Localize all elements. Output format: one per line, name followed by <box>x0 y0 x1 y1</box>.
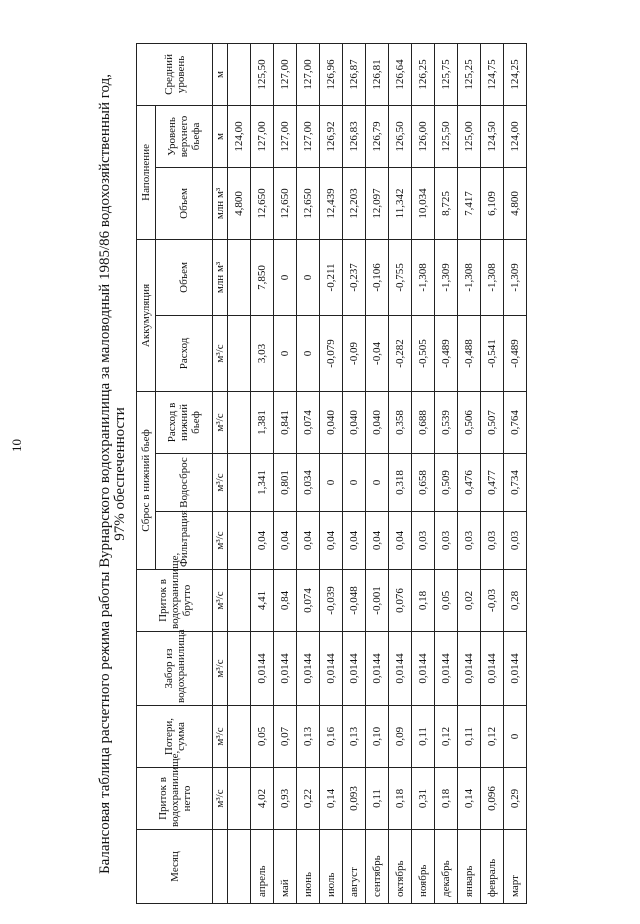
value-cell <box>228 391 251 453</box>
balance-table-wrapper <box>136 43 527 904</box>
value-cell: 0,506 <box>458 391 481 453</box>
value-cell: 4,02 <box>251 768 274 830</box>
value-cell <box>228 43 251 105</box>
value-cell: 126,64 <box>389 43 412 105</box>
table-row <box>274 43 297 903</box>
unit-cell: м³/с <box>213 512 228 570</box>
page-number: 10 <box>9 439 24 452</box>
value-cell: 0,05 <box>435 570 458 632</box>
value-cell: 0,034 <box>297 454 320 512</box>
value-cell: 0,31 <box>412 768 435 830</box>
value-cell: 0,03 <box>458 512 481 570</box>
value-cell: 0,03 <box>481 512 504 570</box>
header-row-1 <box>137 43 156 903</box>
value-cell: 0,0144 <box>504 632 527 706</box>
rotated-page-content <box>40 44 600 904</box>
value-cell: -0,489 <box>435 315 458 391</box>
value-cell: -0,755 <box>389 239 412 315</box>
value-cell: 124,25 <box>504 43 527 105</box>
header-filling-group: Наполнение <box>137 105 156 239</box>
month-cell: июнь <box>297 830 320 904</box>
month-cell: март <box>504 830 527 904</box>
value-cell <box>228 706 251 768</box>
value-cell: 126,79 <box>366 105 389 167</box>
balance-table <box>136 43 527 904</box>
unit-cell: м³/с <box>213 315 228 391</box>
value-cell: 0,0144 <box>366 632 389 706</box>
value-cell: 1,341 <box>251 454 274 512</box>
value-cell: 126,25 <box>412 43 435 105</box>
table-row <box>297 43 320 903</box>
value-cell: 0,03 <box>504 512 527 570</box>
value-cell: 7,417 <box>458 167 481 239</box>
header-discharge-group: Сброс в нижний бьеф <box>137 391 156 569</box>
value-cell: 125,00 <box>458 105 481 167</box>
value-cell: 12,439 <box>320 167 343 239</box>
header-acc-flow: Расход <box>156 315 213 391</box>
document-title <box>98 44 128 904</box>
value-cell: -1,308 <box>481 239 504 315</box>
value-cell: 125,50 <box>251 43 274 105</box>
value-cell: 0,074 <box>297 391 320 453</box>
table-body <box>228 43 527 903</box>
header-fill-volume: Объем <box>156 167 213 239</box>
value-cell: 127,00 <box>251 105 274 167</box>
value-cell: 0 <box>274 315 297 391</box>
unit-cell: млн м³ <box>213 239 228 315</box>
value-cell: 0,05 <box>251 706 274 768</box>
value-cell: 126,81 <box>366 43 389 105</box>
value-cell: 0,539 <box>435 391 458 453</box>
value-cell: 1,381 <box>251 391 274 453</box>
value-cell: 0,13 <box>297 706 320 768</box>
value-cell: 126,83 <box>343 105 366 167</box>
value-cell: -0,505 <box>412 315 435 391</box>
value-cell: -0,048 <box>343 570 366 632</box>
value-cell: 0,02 <box>458 570 481 632</box>
value-cell: 125,25 <box>458 43 481 105</box>
value-cell: 12,097 <box>366 167 389 239</box>
value-cell: 0,507 <box>481 391 504 453</box>
value-cell: 0,0144 <box>274 632 297 706</box>
value-cell: 3,03 <box>251 315 274 391</box>
value-cell: 0,11 <box>366 768 389 830</box>
value-cell: 0,040 <box>366 391 389 453</box>
value-cell: 4,41 <box>251 570 274 632</box>
value-cell: 124,00 <box>228 105 251 167</box>
value-cell: -0,039 <box>320 570 343 632</box>
value-cell: -0,211 <box>320 239 343 315</box>
value-cell <box>228 768 251 830</box>
value-cell: 0,84 <box>274 570 297 632</box>
header-avg-level: Средний уровень <box>137 43 213 105</box>
value-cell: 0,18 <box>435 768 458 830</box>
value-cell <box>228 632 251 706</box>
month-cell: апрель <box>251 830 274 904</box>
value-cell: 0,076 <box>389 570 412 632</box>
value-cell <box>228 315 251 391</box>
unit-cell: м <box>213 105 228 167</box>
header-inflow-gross: Приток в водохранилище, брутто <box>137 570 213 632</box>
table-row <box>481 43 504 903</box>
month-cell: август <box>343 830 366 904</box>
value-cell: 0,040 <box>320 391 343 453</box>
value-cell: 0,074 <box>297 570 320 632</box>
value-cell: 0,13 <box>343 706 366 768</box>
month-cell <box>228 830 251 904</box>
value-cell: -0,09 <box>343 315 366 391</box>
unit-cell: м <box>213 43 228 105</box>
header-withdrawal: Забор из водохранилища <box>137 632 213 706</box>
value-cell: 0,11 <box>412 706 435 768</box>
table-row <box>458 43 481 903</box>
unit-cell: м³/с <box>213 391 228 453</box>
header-upper-level: Уровень верхнего бьефа <box>156 105 213 167</box>
value-cell: 12,203 <box>343 167 366 239</box>
table-row <box>435 43 458 903</box>
month-cell: май <box>274 830 297 904</box>
value-cell: 0,0144 <box>297 632 320 706</box>
header-accumulation-group: Аккумуляция <box>137 239 156 391</box>
unit-cell: м³/с <box>213 632 228 706</box>
title-line-2: 97% обеспеченности <box>112 407 128 541</box>
value-cell: 0,477 <box>481 454 504 512</box>
unit-cell-month <box>213 830 228 904</box>
value-cell: 0,04 <box>297 512 320 570</box>
value-cell: 0,0144 <box>343 632 366 706</box>
month-cell: сентябрь <box>366 830 389 904</box>
value-cell: -0,106 <box>366 239 389 315</box>
value-cell: 0,03 <box>412 512 435 570</box>
value-cell: 125,50 <box>435 105 458 167</box>
value-cell: -0,001 <box>366 570 389 632</box>
value-cell: 0,04 <box>320 512 343 570</box>
header-spillway: Водосброс <box>156 454 213 512</box>
value-cell <box>228 454 251 512</box>
value-cell: 0,16 <box>320 706 343 768</box>
value-cell: 0,509 <box>435 454 458 512</box>
month-cell: декабрь <box>435 830 458 904</box>
value-cell: 125,75 <box>435 43 458 105</box>
value-cell: 11,342 <box>389 167 412 239</box>
value-cell: 127,00 <box>274 105 297 167</box>
value-cell: 0,04 <box>366 512 389 570</box>
table-row <box>366 43 389 903</box>
value-cell: 126,50 <box>389 105 412 167</box>
header-filtration: Фильтрация <box>156 512 213 570</box>
value-cell: 0,096 <box>481 768 504 830</box>
value-cell: -1,308 <box>412 239 435 315</box>
value-cell: 0,14 <box>320 768 343 830</box>
value-cell: 126,92 <box>320 105 343 167</box>
value-cell: 124,75 <box>481 43 504 105</box>
value-cell: 0,040 <box>343 391 366 453</box>
value-cell: 0,04 <box>343 512 366 570</box>
value-cell: 0,07 <box>274 706 297 768</box>
value-cell: 12,650 <box>251 167 274 239</box>
value-cell: 12,650 <box>297 167 320 239</box>
value-cell: 0,0144 <box>458 632 481 706</box>
table-row <box>389 43 412 903</box>
value-cell: 124,50 <box>481 105 504 167</box>
value-cell: 0,03 <box>435 512 458 570</box>
value-cell: 6,109 <box>481 167 504 239</box>
title-line-1: Балансовая таблица расчетного режима работы Вурнарского водохранилища за маловодный 1985/86 водохозяйственный год, <box>97 74 113 874</box>
value-cell: 0,04 <box>389 512 412 570</box>
value-cell: 124,00 <box>504 105 527 167</box>
value-cell: -1,308 <box>458 239 481 315</box>
value-cell: -0,04 <box>366 315 389 391</box>
value-cell: 0,0144 <box>251 632 274 706</box>
header-losses: Потери, сумма <box>137 706 213 768</box>
unit-cell: м³/с <box>213 570 228 632</box>
table-row <box>251 43 274 903</box>
value-cell: 4,800 <box>504 167 527 239</box>
value-cell: 0,22 <box>297 768 320 830</box>
value-cell: -0,282 <box>389 315 412 391</box>
value-cell: 126,00 <box>412 105 435 167</box>
value-cell: 0,04 <box>251 512 274 570</box>
value-cell: 0,29 <box>504 768 527 830</box>
unit-cell: м³/с <box>213 454 228 512</box>
value-cell: 0 <box>504 706 527 768</box>
value-cell: 0,0144 <box>412 632 435 706</box>
table-row <box>228 43 251 903</box>
value-cell: 0,14 <box>458 768 481 830</box>
value-cell: 0,12 <box>435 706 458 768</box>
value-cell: 0,28 <box>504 570 527 632</box>
value-cell: 0,476 <box>458 454 481 512</box>
value-cell: 0,11 <box>458 706 481 768</box>
value-cell <box>228 570 251 632</box>
value-cell: 0,358 <box>389 391 412 453</box>
value-cell: 7,850 <box>251 239 274 315</box>
value-cell: -1,309 <box>435 239 458 315</box>
value-cell: 0,0144 <box>481 632 504 706</box>
value-cell: 0,04 <box>274 512 297 570</box>
value-cell: 0,10 <box>366 706 389 768</box>
value-cell: 0,0144 <box>320 632 343 706</box>
value-cell: 12,650 <box>274 167 297 239</box>
value-cell: -0,079 <box>320 315 343 391</box>
value-cell: 10,034 <box>412 167 435 239</box>
value-cell: 0,93 <box>274 768 297 830</box>
value-cell: 0,093 <box>343 768 366 830</box>
unit-cell: млн м³ <box>213 167 228 239</box>
value-cell: -0,489 <box>504 315 527 391</box>
value-cell <box>228 512 251 570</box>
value-cell: 126,87 <box>343 43 366 105</box>
value-cell: 0,318 <box>389 454 412 512</box>
header-month: Месяц <box>137 830 213 904</box>
value-cell: 0,734 <box>504 454 527 512</box>
header-inflow-net: Приток в водохранилище, нетто <box>137 768 213 830</box>
value-cell: 127,00 <box>297 105 320 167</box>
units-row <box>213 43 228 903</box>
value-cell: -0,488 <box>458 315 481 391</box>
value-cell: 0 <box>366 454 389 512</box>
value-cell: -1,309 <box>504 239 527 315</box>
value-cell: 0 <box>297 239 320 315</box>
value-cell: 0 <box>320 454 343 512</box>
value-cell: 0 <box>274 239 297 315</box>
month-cell: январь <box>458 830 481 904</box>
month-cell: ноябрь <box>412 830 435 904</box>
header-downstream: Расход в нижний бьеф <box>156 391 213 453</box>
value-cell: 0,12 <box>481 706 504 768</box>
value-cell: 0,658 <box>412 454 435 512</box>
value-cell: 4,800 <box>228 167 251 239</box>
table-row <box>320 43 343 903</box>
header-acc-volume: Объем <box>156 239 213 315</box>
unit-cell: м³/с <box>213 706 228 768</box>
value-cell: 0 <box>297 315 320 391</box>
table-row <box>343 43 366 903</box>
unit-cell: м³/с <box>213 768 228 830</box>
value-cell: 0,764 <box>504 391 527 453</box>
value-cell: 127,00 <box>297 43 320 105</box>
value-cell: 0,0144 <box>389 632 412 706</box>
month-cell: октябрь <box>389 830 412 904</box>
table-row <box>412 43 435 903</box>
value-cell: 0,801 <box>274 454 297 512</box>
value-cell: 0,18 <box>389 768 412 830</box>
value-cell: 0,0144 <box>435 632 458 706</box>
value-cell <box>228 239 251 315</box>
value-cell: 127,00 <box>274 43 297 105</box>
month-cell: февраль <box>481 830 504 904</box>
value-cell: -0,541 <box>481 315 504 391</box>
value-cell: 126,96 <box>320 43 343 105</box>
month-cell: июль <box>320 830 343 904</box>
value-cell: 0,18 <box>412 570 435 632</box>
value-cell: 0 <box>343 454 366 512</box>
value-cell: 0,09 <box>389 706 412 768</box>
value-cell: -0,03 <box>481 570 504 632</box>
value-cell: 8,725 <box>435 167 458 239</box>
value-cell: 0,688 <box>412 391 435 453</box>
value-cell: 0,841 <box>274 391 297 453</box>
value-cell: -0,237 <box>343 239 366 315</box>
table-row <box>504 43 527 903</box>
